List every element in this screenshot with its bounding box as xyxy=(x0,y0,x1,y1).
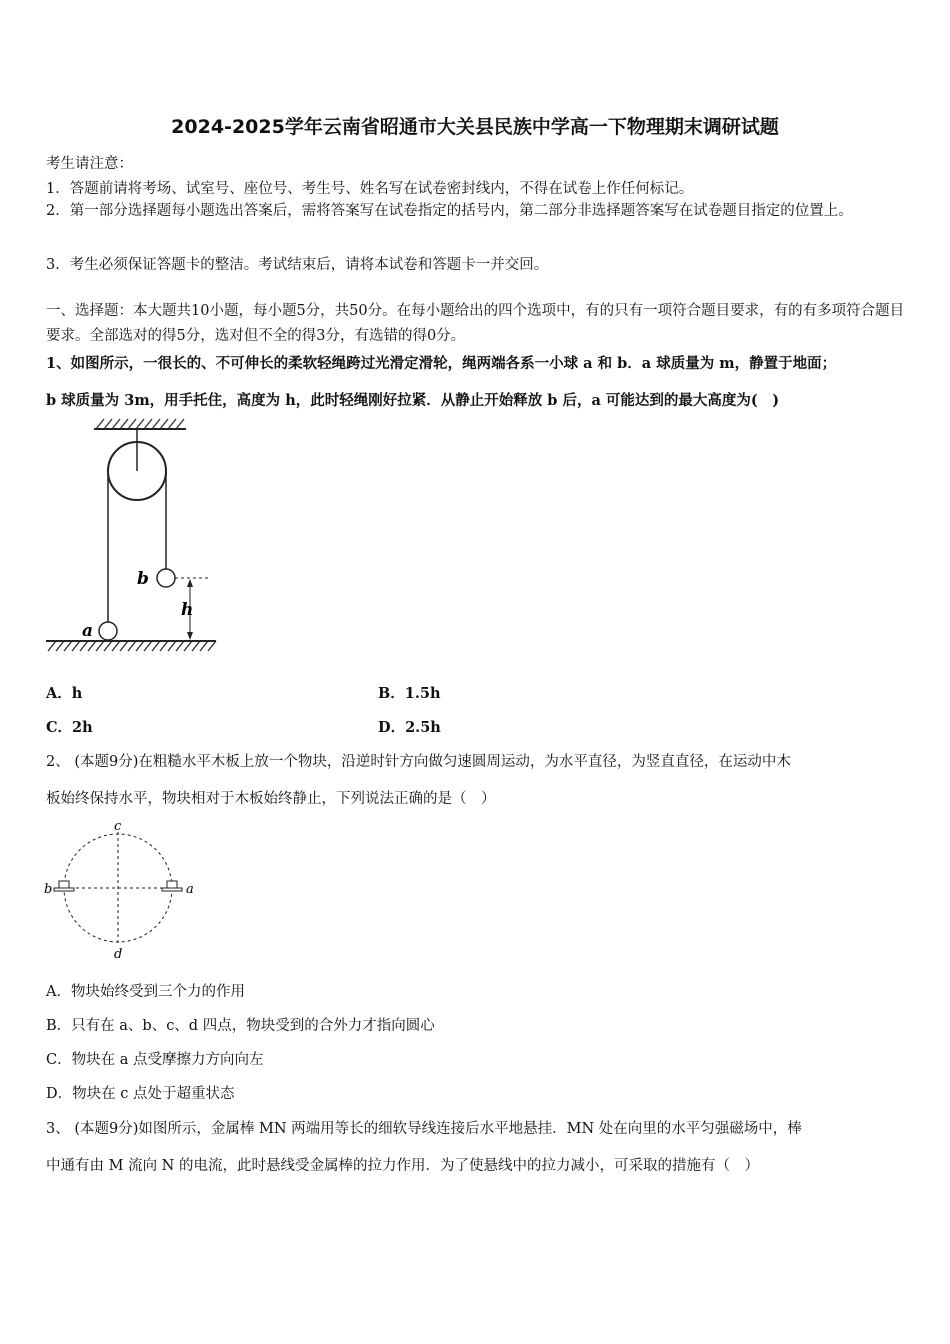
block-a xyxy=(167,881,177,888)
q2-option-c[interactable]: C．物块在 a 点受摩擦力方向向左 xyxy=(46,1052,264,1068)
q2-stem-line2: 板始终保持水平，物块相对于木板始终静止，下列说法正确的是（ ） xyxy=(46,791,496,807)
label-d: d xyxy=(114,947,123,962)
ball-b xyxy=(157,569,175,587)
page-title: 2024-2025学年云南省昭通市大关县民族中学高一下物理期末调研试题 xyxy=(171,116,779,138)
label-c: c xyxy=(114,819,122,834)
q2-option-d[interactable]: D．物块在 c 点处于超重状态 xyxy=(46,1086,235,1102)
ball-a xyxy=(99,622,117,640)
label-b: b xyxy=(44,882,53,897)
q3-stem-line1: 3、 (本题9分)如图所示，金属棒 MN 两端用等长的细软导线连接后水平地悬挂．MN 处在向里的水平匀强磁场中，棒 xyxy=(46,1121,802,1137)
q1-option-d[interactable]: D．2.5h xyxy=(378,719,441,736)
notice-heading: 考生请注意： xyxy=(46,156,133,172)
label-a: a xyxy=(82,621,94,641)
q1-stem-line2: b 球质量为 3m，用手托住，高度为 h，此时轻绳刚好拉紧．从静止开始释放 b 后，a 可能达到的最大高度为( ) xyxy=(46,392,780,409)
circle-motion-figure xyxy=(42,818,202,960)
q1-option-c[interactable]: C．2h xyxy=(46,719,93,736)
section-instructions: 一、选择题：本大题共10小题，每小题5分，共50分。在每小题给出的四个选项中，有的只有一项符合题目要求，有的有多项符合题目要求。全部选对的得5分，选对但不全的得3分，有选错的得0分。 xyxy=(46,303,905,344)
block-b xyxy=(59,881,69,888)
q2-option-b[interactable]: B．只有在 a、b、c、d 四点，物块受到的合外力才指向圆心 xyxy=(46,1018,435,1034)
q2-option-a[interactable]: A．物块始终受到三个力的作用 xyxy=(46,984,245,1000)
height-arrow-head-top xyxy=(187,579,193,587)
q3-stem-line2: 中通有由 M 流向 N 的电流，此时悬线受金属棒的拉力作用．为了使悬线中的拉力减小，可采取的措施有（ ） xyxy=(46,1158,759,1174)
notice-item-3: 3．考生必须保证答题卡的整洁。考试结束后，请将本试卷和答题卡一并交回。 xyxy=(46,257,549,273)
label-b: b xyxy=(137,569,149,589)
label-a: a xyxy=(186,882,194,897)
q1-option-a[interactable]: A．h xyxy=(46,685,83,702)
notice-item-1: 1．答题前请将考场、试室号、座位号、考生号、姓名写在试卷密封线内，不得在试卷上作任何标记。 xyxy=(46,181,694,197)
notice-item-2: 2．第一部分选择题每小题选出答案后，需将答案写在试卷指定的括号内，第二部分非选择题答案写在试卷题目指定的位置上。 xyxy=(46,203,853,219)
ground-hatch xyxy=(46,641,216,651)
height-arrow-head-bottom xyxy=(187,632,193,640)
q1-stem-line1: 1、如图所示，一很长的、不可伸长的柔软轻绳跨过光滑定滑轮，绳两端各系一小球 a 和 b．a 球质量为 m，静置于地面； xyxy=(46,355,837,372)
q1-option-b[interactable]: B．1.5h xyxy=(378,685,441,702)
label-h: h xyxy=(181,600,194,620)
ceiling-hatch xyxy=(94,419,186,429)
pulley-figure xyxy=(44,415,224,655)
q2-stem-line1: 2、 (本题9分)在粗糙水平木板上放一个物块，沿逆时针方向做匀速圆周运动，为水平直径，为竖直直径，在运动中木 xyxy=(46,754,791,770)
